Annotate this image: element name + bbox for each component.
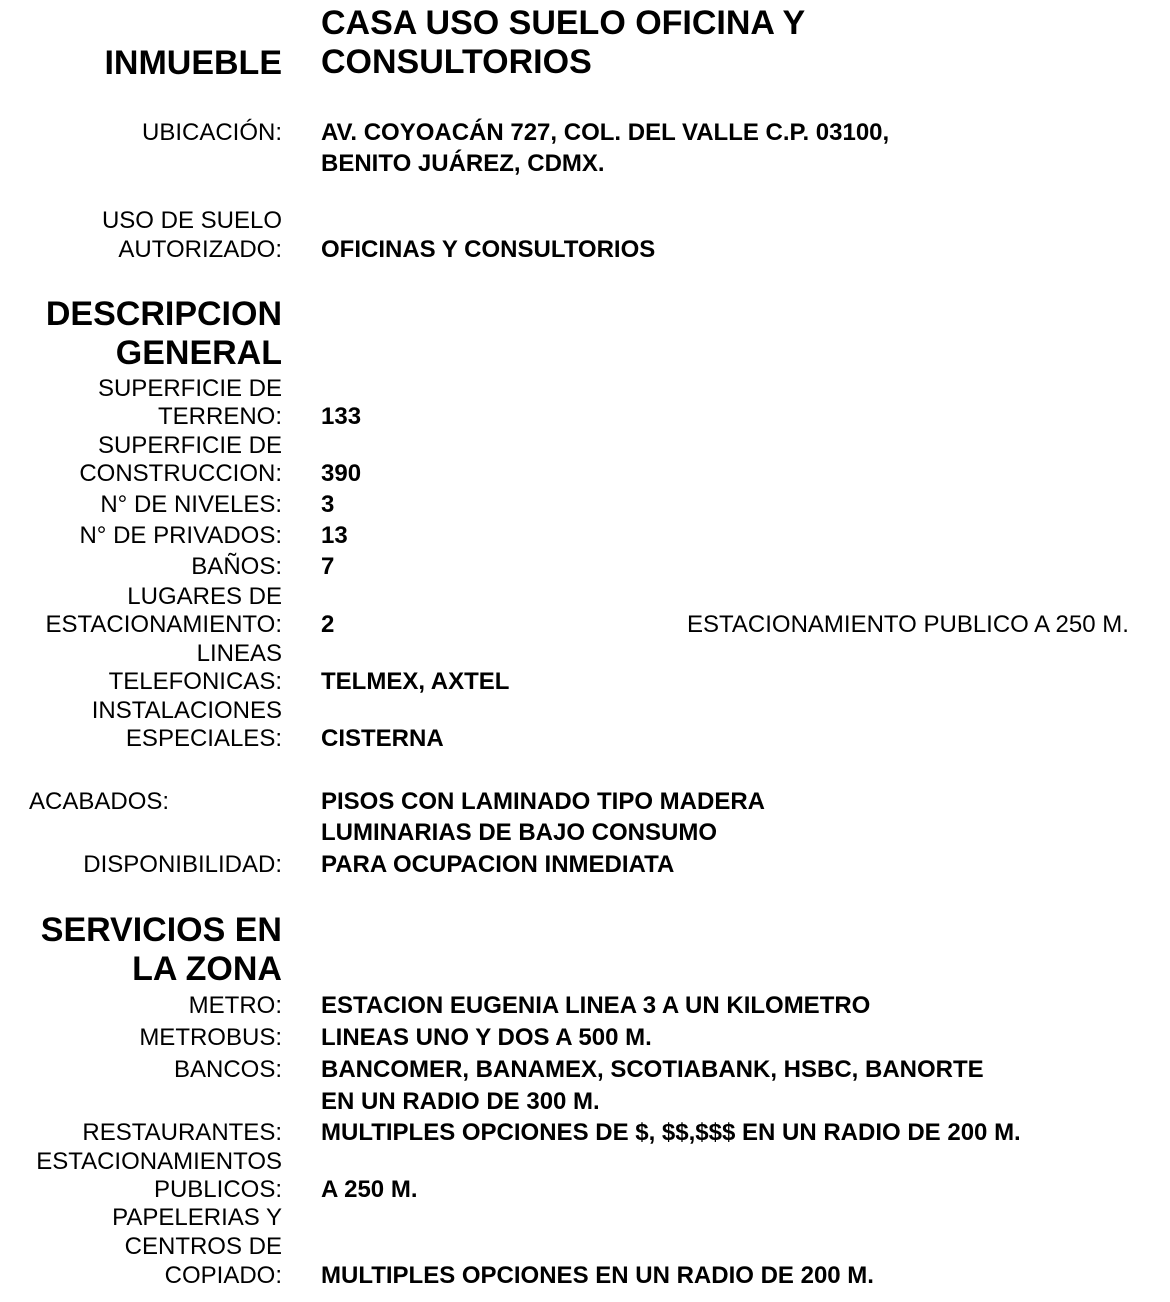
ubicacion-label: UBICACIÓN: bbox=[141, 119, 282, 146]
metrobus-label: METROBUS: bbox=[139, 1024, 282, 1051]
restaurantes-label: RESTAURANTES: bbox=[82, 1119, 282, 1146]
descripcion-heading-line1: DESCRIPCION bbox=[45, 295, 282, 333]
estacionamientos-publicos-label-line1: ESTACIONAMIENTOS bbox=[36, 1148, 282, 1175]
lineas-label-line2: TELEFONICAS: bbox=[108, 668, 282, 695]
papelerias-label-line1: PAPELERIAS Y bbox=[112, 1204, 282, 1231]
papelerias-value: MULTIPLES OPCIONES EN UN RADIO DE 200 M. bbox=[321, 1262, 874, 1289]
ubicacion-line1: AV. COYOACÁN 727, COL. DEL VALLE C.P. 03100, bbox=[321, 119, 890, 146]
terreno-value: 133 bbox=[321, 403, 362, 430]
estacionamientos-publicos-label-line2: PUBLICOS: bbox=[153, 1176, 282, 1203]
estacionamientos-publicos-value: A 250 M. bbox=[321, 1176, 418, 1203]
uso-suelo-label-line1: USO DE SUELO bbox=[101, 207, 282, 234]
niveles-label: N° DE NIVELES: bbox=[100, 491, 282, 518]
disponibilidad-value: PARA OCUPACION INMEDIATA bbox=[321, 851, 675, 878]
terreno-label-line2: TERRENO: bbox=[157, 403, 282, 430]
privados-value: 13 bbox=[321, 522, 348, 549]
estacionamiento-label-line1: LUGARES DE bbox=[127, 583, 282, 610]
bancos-line2: EN UN RADIO DE 300 M. bbox=[321, 1088, 600, 1115]
instalaciones-label-line1: INSTALACIONES bbox=[91, 697, 282, 724]
metro-value: ESTACION EUGENIA LINEA 3 A UN KILOMETRO bbox=[321, 992, 871, 1019]
papelerias-label-line2: CENTROS DE bbox=[124, 1233, 282, 1260]
estacionamiento-label-line2: ESTACIONAMIENTO: bbox=[45, 611, 282, 638]
construccion-label-line1: SUPERFICIE DE bbox=[97, 432, 282, 459]
acabados-line1: PISOS CON LAMINADO TIPO MADERA bbox=[321, 788, 766, 815]
lineas-label-line1: LINEAS bbox=[196, 640, 282, 667]
construccion-label-line2: CONSTRUCCION: bbox=[79, 460, 282, 487]
niveles-value: 3 bbox=[321, 491, 335, 518]
papelerias-label-line3: COPIADO: bbox=[164, 1262, 282, 1289]
uso-suelo-value: OFICINAS Y CONSULTORIOS bbox=[321, 236, 656, 263]
estacionamiento-note: ESTACIONAMIENTO PUBLICO A 250 M. bbox=[687, 611, 1129, 638]
bancos-line1: BANCOMER, BANAMEX, SCOTIABANK, HSBC, BANORTE bbox=[321, 1056, 984, 1083]
bancos-label: BANCOS: bbox=[173, 1056, 282, 1083]
disponibilidad-label: DISPONIBILIDAD: bbox=[83, 851, 282, 878]
instalaciones-label-line2: ESPECIALES: bbox=[125, 725, 282, 752]
property-title-line2: CONSULTORIOS bbox=[321, 43, 592, 81]
acabados-line2: LUMINARIAS DE BAJO CONSUMO bbox=[321, 819, 718, 846]
restaurantes-value: MULTIPLES OPCIONES DE $, $$,$$$ EN UN RADIO DE 200 M. bbox=[321, 1119, 1021, 1146]
uso-suelo-label-line2: AUTORIZADO: bbox=[118, 236, 282, 263]
metrobus-value: LINEAS UNO Y DOS A 500 M. bbox=[321, 1024, 652, 1051]
property-title-line1: CASA USO SUELO OFICINA Y bbox=[321, 4, 806, 42]
ubicacion-line2: BENITO JUÁREZ, CDMX. bbox=[321, 150, 605, 177]
banos-label: BAÑOS: bbox=[191, 553, 282, 580]
instalaciones-value: CISTERNA bbox=[321, 725, 444, 752]
servicios-heading-line2: LA ZONA bbox=[132, 950, 282, 988]
construccion-value: 390 bbox=[321, 460, 362, 487]
estacionamiento-value: 2 bbox=[321, 611, 335, 638]
privados-label: N° DE PRIVADOS: bbox=[79, 522, 282, 549]
servicios-heading-line1: SERVICIOS EN bbox=[40, 911, 282, 949]
descripcion-heading-line2: GENERAL bbox=[115, 334, 282, 372]
inmueble-label: INMUEBLE bbox=[104, 44, 282, 82]
terreno-label-line1: SUPERFICIE DE bbox=[97, 375, 282, 402]
acabados-label: ACABADOS: bbox=[29, 788, 170, 815]
metro-label: METRO: bbox=[188, 992, 282, 1019]
banos-value: 7 bbox=[321, 553, 335, 580]
lineas-value: TELMEX, AXTEL bbox=[321, 668, 510, 695]
